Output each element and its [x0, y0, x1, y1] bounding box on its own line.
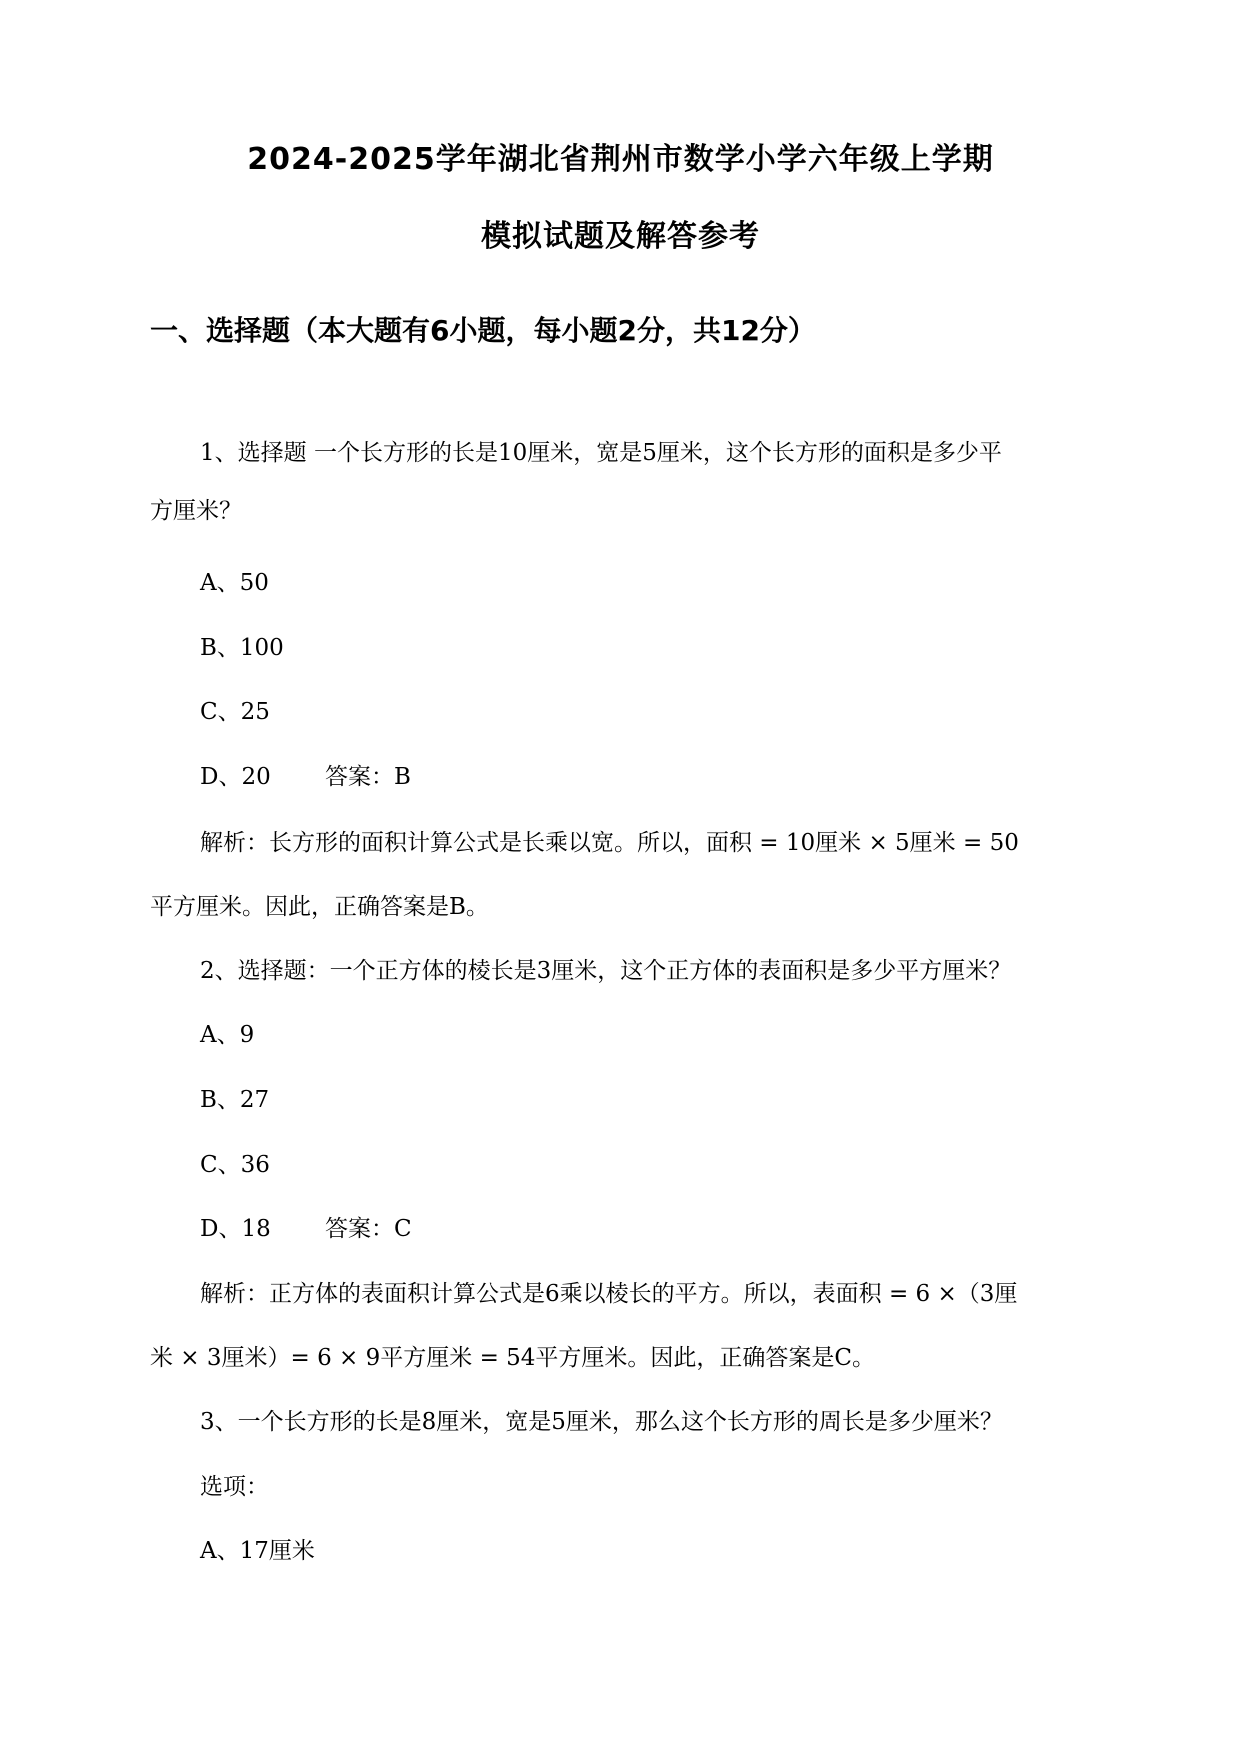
question-2-option-b: B、27 [200, 1087, 270, 1113]
question-1-analysis-line-1: 解析：长方形的面积计算公式是长乘以宽。所以，面积 = 10厘米 × 5厘米 = 50 [200, 830, 1019, 856]
document-title-line-1: 2024-2025学年湖北省荆州市数学小学六年级上学期 [247, 142, 994, 177]
question-1-answer: 答案：B [325, 764, 411, 790]
question-2-option-c: C、36 [200, 1152, 270, 1178]
question-2-option-d: D、18 [200, 1216, 271, 1242]
question-1-option-a: A、50 [200, 570, 269, 596]
question-3-option-a: A、17厘米 [200, 1538, 315, 1564]
question-1-stem-line-1: 1、选择题 一个长方形的长是10厘米，宽是5厘米，这个长方形的面积是多少平 [200, 440, 1002, 466]
question-1-option-d: D、20 [200, 764, 271, 790]
question-2-stem: 2、选择题：一个正方体的棱长是3厘米，这个正方体的表面积是多少平方厘米？ [200, 958, 1012, 984]
question-1-analysis-line-2: 平方厘米。因此，正确答案是B。 [150, 894, 489, 920]
question-1-option-b: B、100 [200, 635, 284, 661]
question-2-answer: 答案：C [325, 1216, 412, 1242]
question-1-stem-line-2: 方厘米？ [150, 498, 242, 524]
question-2-analysis-line-2: 米 × 3厘米）= 6 × 9平方厘米 = 54平方厘米。因此，正确答案是C。 [150, 1345, 876, 1371]
question-2-analysis-line-1: 解析：正方体的表面积计算公式是6乘以棱长的平方。所以，表面积 = 6 ×（3厘 [200, 1281, 1018, 1307]
question-3-options-label: 选项： [200, 1474, 269, 1500]
question-3-stem: 3、一个长方形的长是8厘米，宽是5厘米，那么这个长方形的周长是多少厘米？ [200, 1409, 1003, 1435]
question-2-option-a: A、9 [200, 1022, 255, 1048]
question-1-option-c: C、25 [200, 699, 270, 725]
document-title-line-2: 模拟试题及解答参考 [481, 219, 760, 254]
section-heading: 一、选择题（本大题有6小题，每小题2分，共12分） [150, 314, 816, 347]
